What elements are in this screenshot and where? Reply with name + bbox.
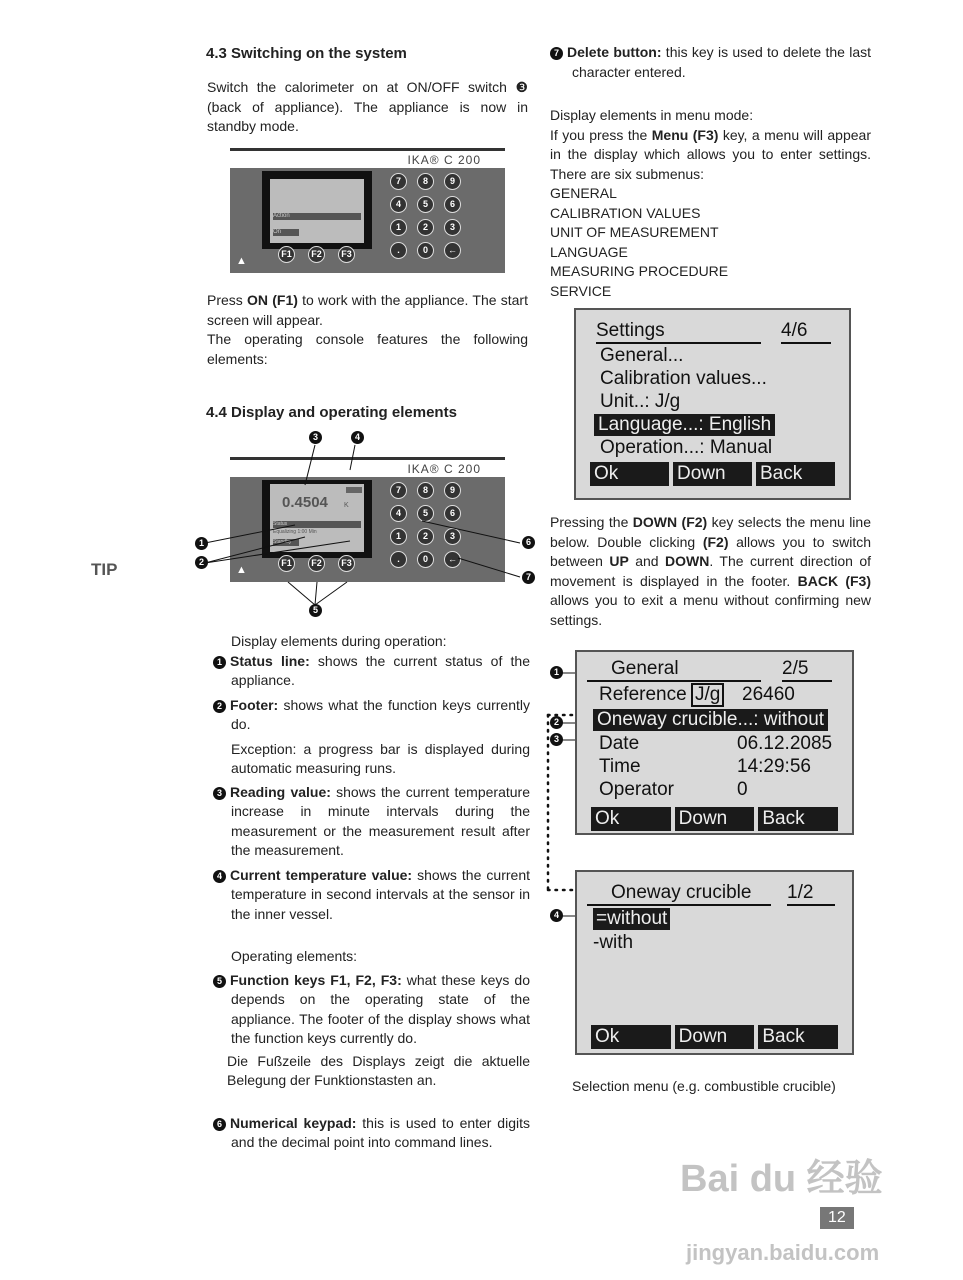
section-4-4-title: 4.4 Display and operating elements	[206, 404, 457, 421]
callout-lines	[190, 425, 540, 625]
exception-text: Exception: a progress bar is displayed during automatic measuring runs.	[231, 740, 530, 776]
callout-4: 4	[351, 431, 364, 444]
submenu-list	[550, 184, 871, 301]
num-6: 6	[213, 1118, 226, 1131]
lcd-footer	[591, 1025, 838, 1049]
f2-key[interactable]: F2	[308, 246, 325, 263]
watermark-url: jingyan.baidu.com	[686, 1240, 880, 1265]
text-segment: . The current direction of movement is displayed in the footer.	[550, 553, 871, 589]
h: Status line:	[230, 652, 310, 669]
keypad-key[interactable]: 6	[444, 196, 461, 213]
t: If you press the	[550, 126, 652, 143]
lcd-settings	[574, 308, 851, 500]
operating-heading: Operating elements:	[231, 948, 358, 964]
f2-key[interactable]: F2	[308, 555, 325, 572]
item-2	[213, 696, 530, 735]
item-6	[213, 1114, 530, 1153]
screen-line2: Equalizing 1:00 Min	[273, 529, 317, 535]
lcd-row: Unit..: J/g	[600, 391, 681, 412]
keypad-key[interactable]: 9	[444, 482, 461, 499]
screen-footer: Standby	[273, 539, 299, 546]
lcd-row: Calibration values...	[600, 368, 767, 389]
option: -with	[593, 932, 634, 953]
back-key-label: Back	[758, 1025, 838, 1049]
lcd-title: Settings	[596, 320, 761, 344]
keypad-key[interactable]: 3	[444, 219, 461, 236]
num-3: 3	[213, 787, 226, 800]
option-selected: =without	[593, 908, 670, 930]
keypad-key[interactable]: .	[390, 551, 407, 568]
item-3	[213, 783, 530, 861]
callout-5: 5	[309, 604, 322, 617]
keypad-key[interactable]: .	[390, 242, 407, 259]
s43-para3: The operating console features the following elements:	[207, 331, 528, 367]
ok-key-label: Ok	[590, 462, 669, 486]
keypad-key[interactable]: 7	[390, 173, 407, 190]
callout-6: 6	[522, 536, 535, 549]
t: key, a menu will appear in the display which allows you to enter settings. There are six submenus:	[550, 126, 871, 182]
reading-unit: K	[344, 502, 349, 509]
lcd-page: 4/6	[781, 320, 831, 344]
screen-status: Status	[273, 521, 361, 528]
left-descriptions	[213, 632, 530, 1153]
page-number: 12	[820, 1207, 854, 1229]
keypad-key[interactable]: 1	[390, 528, 407, 545]
device-screen-frame	[262, 171, 372, 249]
device-brand: IKA® C 200	[230, 460, 505, 477]
down-key-label: Down	[673, 462, 752, 486]
back-key-label: Back	[756, 462, 835, 486]
keypad-key[interactable]: 3	[444, 528, 461, 545]
text-segment: (F2)	[702, 533, 729, 550]
menu-intro: Display elements in menu mode:	[550, 107, 754, 123]
f3-key[interactable]: F3	[338, 246, 355, 263]
text-segment: and	[628, 553, 666, 569]
h: Reading value:	[230, 783, 331, 800]
submenu-item: MEASURING PROCEDURE	[550, 263, 729, 279]
figure-caption: Selection menu (e.g. combustible crucible)	[572, 1078, 836, 1094]
keypad-key[interactable]: 8	[417, 482, 434, 499]
keypad-key[interactable]: 7	[390, 482, 407, 499]
callout-4: 4	[550, 909, 563, 922]
lcd-row: General...	[600, 345, 684, 366]
num-1: 1	[213, 656, 226, 669]
submenu-item: UNIT OF MEASUREMENT	[550, 224, 719, 240]
h: Footer:	[230, 696, 279, 713]
device-panel-standby	[230, 148, 505, 273]
f1-key[interactable]: F1	[278, 246, 295, 263]
keypad-key[interactable]: 6	[444, 505, 461, 522]
screen-footer: On	[273, 229, 299, 236]
h: Current temperature value:	[230, 866, 413, 883]
section-4-3-title: 4.3 Switching on the system	[206, 45, 407, 62]
keypad-key[interactable]: 4	[390, 196, 407, 213]
keypad-key[interactable]: 5	[417, 196, 434, 213]
watermark-logo: Bai du 经验	[680, 1158, 883, 1200]
t: shows the current temperature increase in minute intervals during the measurement or the measurement result after the measurement.	[231, 783, 530, 858]
date-label: Date	[599, 733, 640, 754]
menu-f3-label: Menu (F3)	[651, 126, 719, 143]
lcd-row-selected: Oneway crucible...: without	[593, 709, 828, 731]
ok-key-label: Ok	[591, 807, 671, 831]
t: this is used to enter digits and the decimal point into command lines.	[231, 1114, 530, 1150]
reading-value: 0.4504	[282, 494, 328, 511]
keypad-key[interactable]: 0	[417, 242, 434, 259]
device-brand: IKA® C 200	[230, 151, 505, 168]
text: to work with the appliance. The start screen will appear.	[207, 292, 528, 328]
text-segment: BACK (F3)	[797, 572, 871, 589]
submenu-item: SERVICE	[550, 282, 612, 299]
text-segment: UP	[609, 553, 629, 569]
keypad-key[interactable]: 5	[417, 505, 434, 522]
ok-key-label: Ok	[591, 1025, 671, 1049]
callout-1: 1	[195, 537, 208, 550]
lcd-general	[575, 650, 854, 835]
screen-status: Action	[273, 213, 361, 220]
lcd-row-selected: Language...: English	[594, 414, 775, 436]
t: this key is used to delete the last character entered.	[572, 44, 871, 80]
callout-2: 2	[550, 716, 563, 729]
keypad-key[interactable]: 2	[417, 528, 434, 545]
menu-para	[550, 126, 871, 185]
lcd-title: Oneway crucible	[587, 882, 771, 906]
text-segment: DOWN (F2)	[632, 514, 708, 530]
item-7	[550, 43, 871, 82]
keypad-key[interactable]: 2	[417, 219, 434, 236]
num-2: 2	[213, 700, 226, 713]
right-text	[550, 43, 871, 301]
reference-label: Reference	[599, 684, 687, 705]
german-text: Die Fußzeile des Displays zeigt die aktuelle Belegung der Funktionstasten an.	[227, 1052, 530, 1088]
during-heading: Display elements during operation:	[231, 633, 447, 649]
lcd-title: General	[587, 658, 761, 682]
submenu-item: GENERAL	[550, 185, 617, 201]
t: shows the current temperature in second intervals at the sensor in the inner vessel.	[231, 866, 530, 922]
item-4	[213, 866, 530, 925]
f3-key[interactable]: F3	[338, 555, 355, 572]
warning-icon: ▲	[236, 255, 247, 267]
keypad-key[interactable]: 0	[417, 551, 434, 568]
reference-unit: J/g	[691, 683, 724, 707]
lcd-oneway-crucible	[575, 870, 854, 1055]
num-4: 4	[213, 870, 226, 883]
text-segment: key selects the menu line below. Double clicking	[550, 514, 871, 550]
num-5: 5	[213, 975, 226, 988]
text-segment: allows you to exit a menu without confirming new settings.	[550, 592, 871, 628]
keypad-key[interactable]: 1	[390, 219, 407, 236]
h: Numerical keypad:	[230, 1114, 357, 1131]
submenu-item: CALIBRATION VALUES	[550, 204, 701, 221]
callout-2: 2	[195, 556, 208, 569]
s43-para2	[207, 291, 528, 330]
text-segment: DOWN	[665, 553, 710, 569]
submenu-item: LANGUAGE	[550, 243, 628, 260]
time-label: Time	[599, 756, 641, 777]
text-segment: Pressing the	[550, 514, 633, 530]
down-key-label: Down	[675, 807, 755, 831]
f1-key[interactable]: F1	[278, 555, 295, 572]
h: Function keys F1, F2, F3:	[230, 971, 402, 988]
callout-3: 3	[309, 431, 322, 444]
back-key-label: Back	[758, 807, 838, 831]
date-value: 06.12.2085	[737, 733, 833, 754]
operator-value: 0	[737, 779, 748, 800]
callout-3: 3	[550, 733, 563, 746]
keypad-key[interactable]: ←	[444, 551, 461, 568]
t: shows the current status of the appliance.	[231, 652, 530, 688]
lcd-page: 1/2	[787, 882, 835, 906]
text-segment: allows you to switch between	[550, 533, 871, 569]
text: Press	[207, 292, 248, 308]
lcd-page: 2/5	[782, 658, 832, 682]
tip-label: TIP	[91, 560, 118, 579]
time-value: 14:29:56	[737, 756, 811, 777]
num-7: 7	[550, 47, 563, 60]
lcd-footer	[591, 807, 838, 831]
t: what these keys do depends on the operating state of the appliance. The footer of the display shows what the function keys currently do.	[231, 971, 530, 1046]
lcd-row: Operation...: Manual	[600, 437, 773, 458]
item-1	[213, 652, 530, 691]
keypad-key[interactable]: 9	[444, 173, 461, 190]
keypad-key[interactable]: ←	[444, 242, 461, 259]
s43-para-group	[207, 291, 528, 369]
keypad-key[interactable]: 8	[417, 173, 434, 190]
on-f1-label: ON (F1)	[247, 292, 298, 308]
operator-label: Operator	[599, 779, 674, 800]
lcd-footer	[590, 462, 835, 486]
keypad-key[interactable]: 4	[390, 505, 407, 522]
callout-7: 7	[522, 571, 535, 584]
callout-1: 1	[550, 666, 563, 679]
s43-para1: Switch the calorimeter on at ON/OFF switch ❸ (back of appliance). The appliance is now in standby mode.	[207, 79, 528, 134]
t: shows what the function keys currently do.	[231, 696, 530, 732]
warning-icon: ▲	[236, 564, 247, 576]
down-key-para	[550, 513, 871, 630]
down-key-label: Down	[675, 1025, 755, 1049]
h: Delete button:	[567, 44, 662, 60]
reference-value: 26460	[742, 684, 795, 705]
device-screen	[270, 179, 364, 243]
item-5	[213, 971, 530, 1049]
